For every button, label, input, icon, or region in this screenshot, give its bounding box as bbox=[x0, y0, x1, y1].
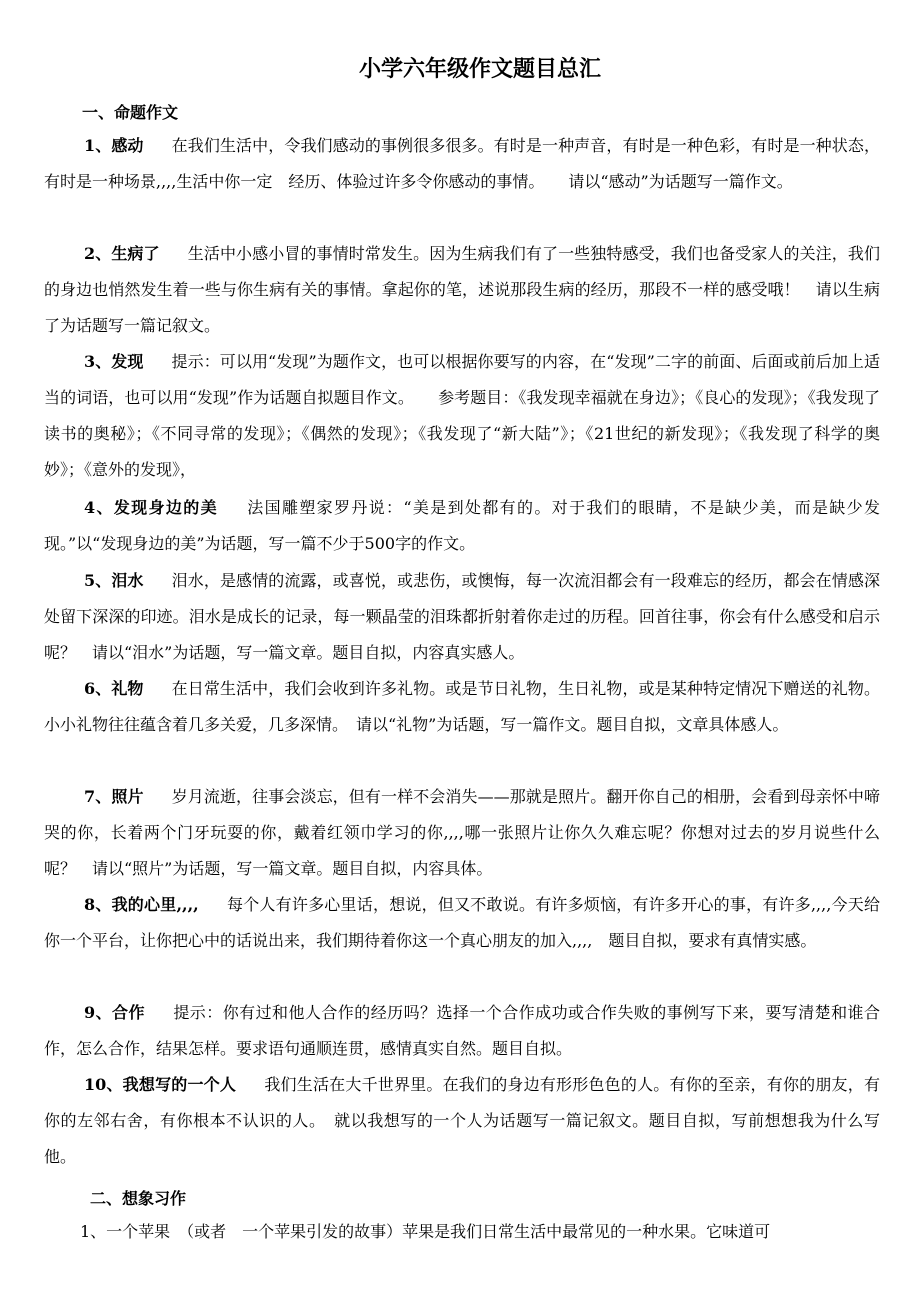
topic-item-7 bbox=[44, 779, 880, 887]
topic-text: 岁月流逝，往事会淡忘，但有一样不会消失——那就是照片。翻开你自己的相册，会看到母亲怀中啼哭的你，长着两个门牙玩耍的你，戴着红领巾学习的你,,,,哪一张照片让你久久难忘呢？你想对过去的岁月说些什么呢？ 请以“照片”为话题，写一篇文章。题目自拟，内容具体。 bbox=[44, 787, 880, 878]
topic-label: 10、我想写的一个人 bbox=[84, 1075, 237, 1094]
topic-item-5 bbox=[44, 563, 880, 671]
topic-text: 1、一个苹果 （或者 一个苹果引发的故事）苹果是我们日常生活中最常见的一种水果。它味道可 bbox=[80, 1222, 771, 1241]
topic-item-4 bbox=[44, 490, 880, 562]
topic-text: 在日常生活中，我们会收到许多礼物。或是节日礼物，生日礼物，或是某种特定情况下赠送的礼物。小小礼物往往蕴含着几多关爱，几多深情。 请以“礼物”为话题，写一篇作文。题目自拟，文章具体感人。 bbox=[44, 679, 880, 734]
document-title: 小学六年级作文题目总汇 bbox=[358, 56, 601, 82]
topic-label: 4、发现身边的美 bbox=[84, 498, 218, 517]
topic-item-10 bbox=[44, 1067, 880, 1175]
topic-text: 提示：可以用“发现”为题作文，也可以根据你要写的内容，在“发现”二字的前面、后面或前后加上适当的词语，也可以用“发现”作为话题自拟题目作文。 参考题目：《我发现幸福就在身边》；《良心的发现》；《我发现了读书的奥秘》；《不同寻常的发现》；《偶然的发现》；《我发现了“新大陆”》；《21世纪的新发现》；《我发现了科学的奥妙》；《意外的发现》， bbox=[44, 352, 880, 479]
topic-label: 2、生病了 bbox=[84, 244, 160, 263]
topic-label: 7、照片 bbox=[84, 787, 144, 806]
topic-text: 泪水，是感情的流露，或喜悦，或悲伤，或懊悔，每一次流泪都会有一段难忘的经历，都会在情感深处留下深深的印迹。泪水是成长的记录，每一颗晶莹的泪珠都折射着你走过的历程。回首往事，你会有什么感受和启示呢？ 请以“泪水”为话题，写一篇文章。题目自拟，内容真实感人。 bbox=[44, 571, 880, 662]
section-heading-imaginative: 二、想象习作 bbox=[90, 1189, 187, 1208]
topic-label: 8、我的心里,,,, bbox=[84, 895, 199, 914]
topic-item-2 bbox=[44, 236, 880, 344]
topic-text: 每个人有许多心里话，想说，但又不敢说。有许多烦恼，有许多开心的事，有许多,,,,今天给你一个平台，让你把心中的话说出来，我们期待着你这一个真心朋友的加入,,,, 题目自拟，要求有真情实感。 bbox=[44, 895, 880, 950]
topic-label: 5、泪水 bbox=[84, 571, 144, 590]
topic-label: 1、感动 bbox=[84, 136, 144, 155]
topic-text: 提示：你有过和他人合作的经历吗？选择一个合作成功或合作失败的事例写下来，要写清楚和谁合作，怎么合作，结果怎样。要求语句通顺连贯，感情真实自然。题目自拟。 bbox=[44, 1003, 880, 1058]
topic-label: 9、合作 bbox=[84, 1003, 145, 1022]
topic-label: 3、发现 bbox=[84, 352, 144, 371]
topic-text: 生活中小感小冒的事情时常发生。因为生病我们有了一些独特感受，我们也备受家人的关注，我们的身边也悄然发生着一些与你生病有关的事情。拿起你的笔，述说那段生病的经历，那段不一样的感受哦！ 请以生病了为话题写一篇记叙文。 bbox=[44, 244, 880, 335]
topic-item-9 bbox=[44, 995, 880, 1067]
topic-label: 6、礼物 bbox=[84, 679, 144, 698]
topic-text: 在我们生活中，令我们感动的事例很多很多。有时是一种声音，有时是一种色彩，有时是一种状态，有时是一种场景,,,,生活中你一定 经历、体验过许多令你感动的事情。 请以“感动”为话题写一篇作文。 bbox=[44, 136, 880, 191]
imaginative-item-1 bbox=[44, 1214, 880, 1250]
topic-item-3 bbox=[44, 344, 880, 488]
topic-item-1 bbox=[44, 128, 880, 200]
topic-text: 我们生活在大千世界里。在我们的身边有形形色色的人。有你的至亲，有你的朋友，有你的左邻右舍，有你根本不认识的人。 就以我想写的一个人为话题写一篇记叙文。题目自拟，写前想想我为什么写他。 bbox=[44, 1075, 880, 1166]
topic-text: 法国雕塑家罗丹说：“美是到处都有的。对于我们的眼睛，不是缺少美，而是缺少发现。”以“发现身边的美”为话题，写一篇不少于500字的作文。 bbox=[44, 498, 880, 553]
topic-item-6 bbox=[44, 671, 880, 743]
topic-item-8 bbox=[44, 887, 880, 959]
section-heading-propositional: 一、命题作文 bbox=[82, 103, 179, 122]
